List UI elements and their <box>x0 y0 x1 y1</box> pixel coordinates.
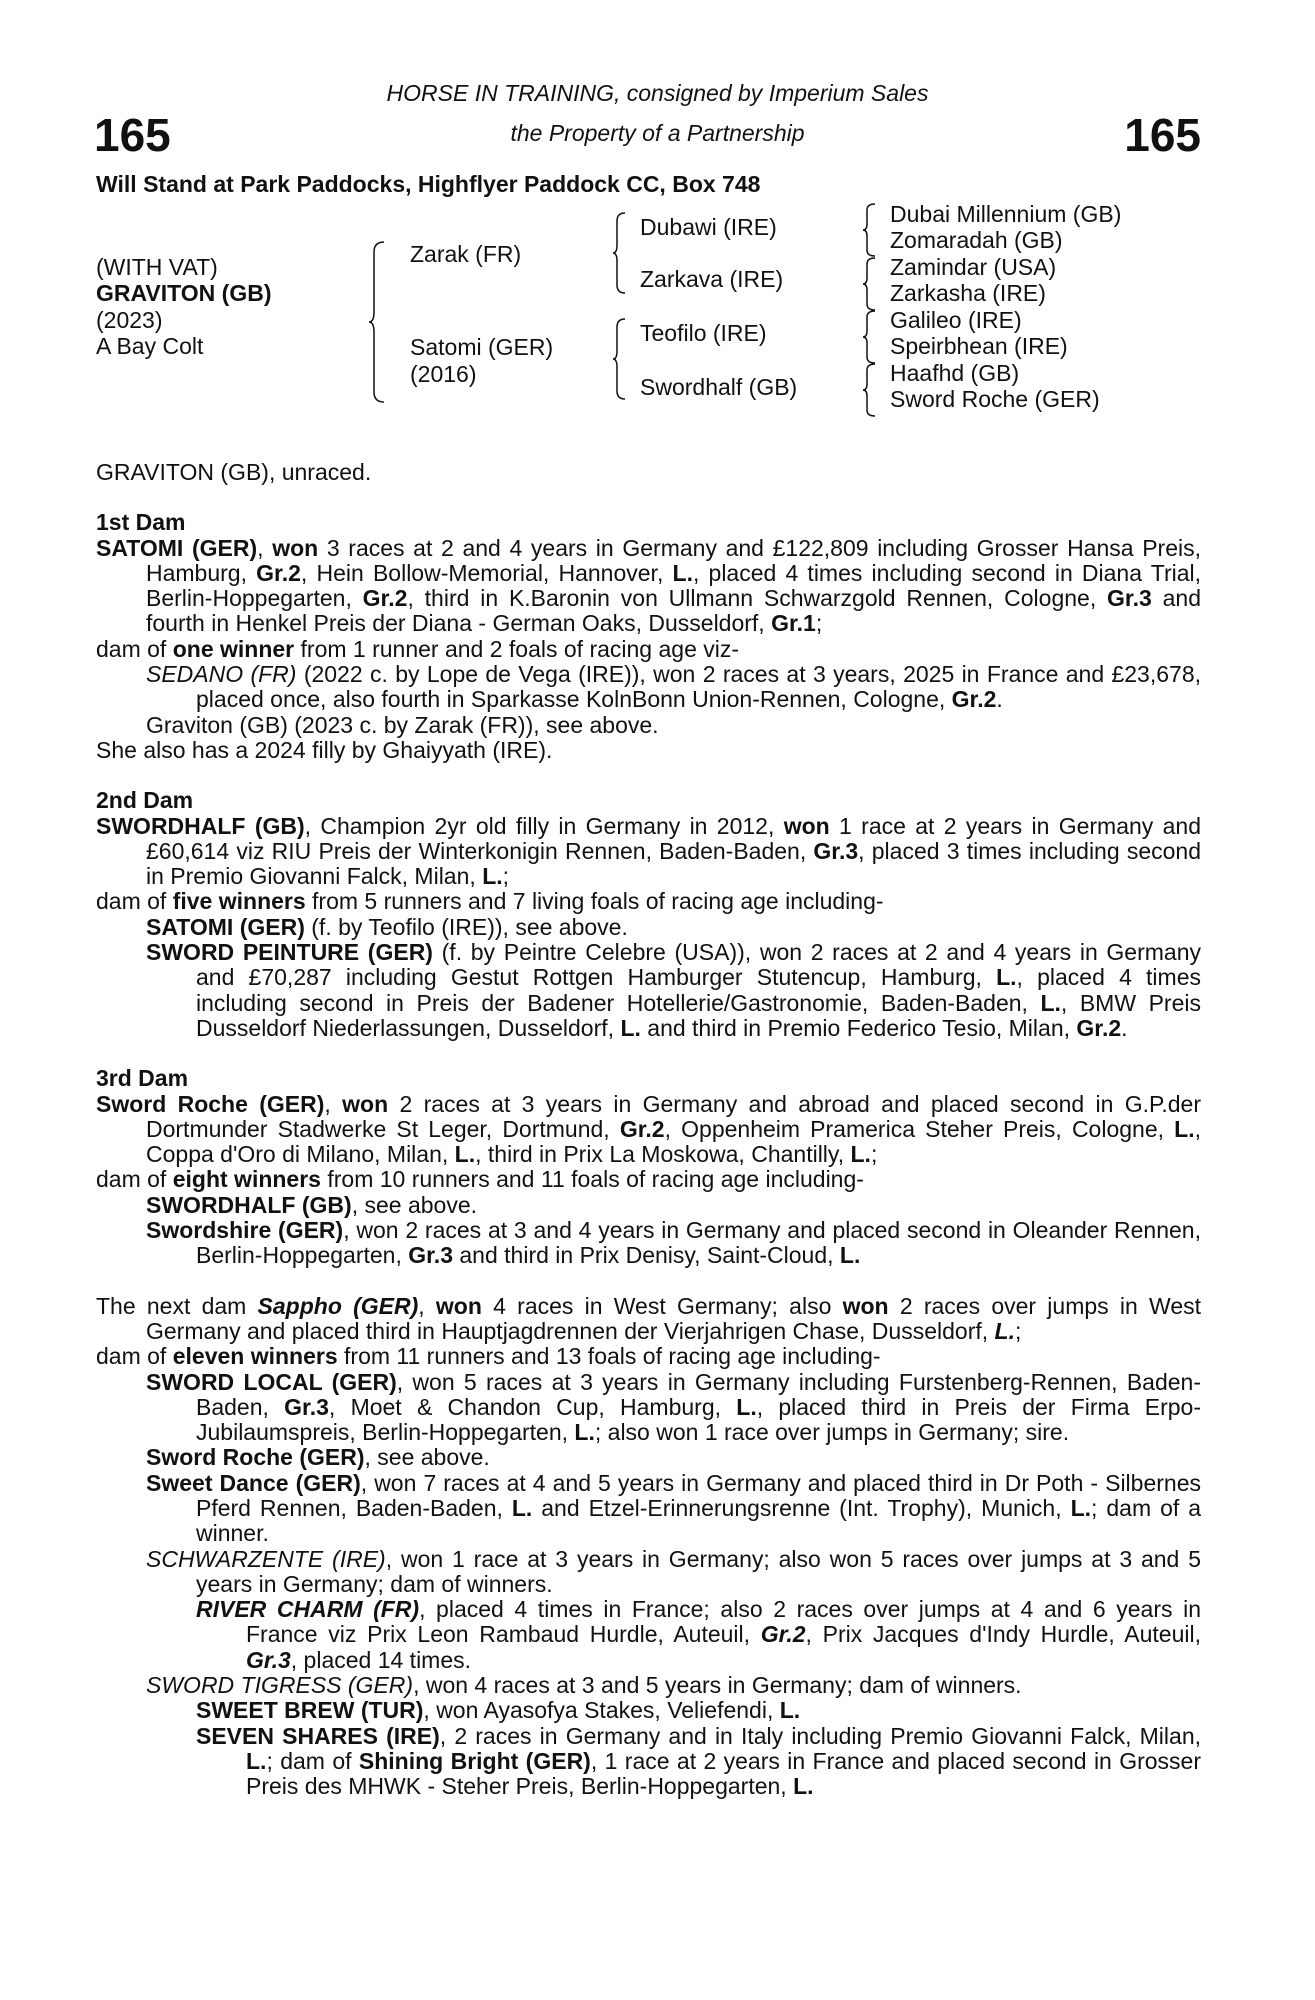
main-brace <box>368 240 388 405</box>
brace-g4-1 <box>862 202 878 258</box>
vat-note: (WITH VAT) <box>96 254 218 280</box>
dam-name: Satomi (GER) <box>410 334 554 360</box>
horse-name: GRAVITON (GB) <box>96 280 272 306</box>
dam2-foal-satomi: SATOMI (GER) (f. by Teofilo (IRE)), see above. <box>146 913 628 940</box>
dam3-foal-swordhalf: SWORDHALF (GB), see above. <box>146 1191 477 1218</box>
ancestor-6: Speirbhean (IRE) <box>890 333 1068 359</box>
lot-number-left: 165 <box>94 109 171 161</box>
next-granddaughter-river-charm: RIVER CHARM (FR), placed 4 times in France; also 2 races over jumps at 4 and 6 years in France viz Prix Leon Rambaud Hurdle, Auteuil, Gr.2, Prix Jacques d'Indy Hurdle, Auteuil, Gr.3, placed 14 times. <box>196 1596 1201 1673</box>
dam1-heading: 1st Dam <box>96 509 186 536</box>
next-foal-sword-roche: Sword Roche (GER), see above. <box>146 1444 490 1471</box>
lot-number-right: 165 <box>1124 109 1201 161</box>
catalogue-body <box>96 460 1201 1800</box>
next-granddaughter-seven-shares: SEVEN SHARES (IRE), 2 races in Germany and in Italy including Premio Giovanni Falck, Milan, L.; dam of Shining Bright (GER), 1 race at 2 years in France and placed second in Grosser Preis des MHWK - Steher Preis, Berlin-Hoppegarten, L. <box>196 1722 1202 1800</box>
sire-sire: Dubawi (IRE) <box>640 214 777 240</box>
dam2-record: SWORDHALF (GB), Champion 2yr old filly in Germany in 2012, won 1 race at 2 years in Germany and £60,614 viz RIU Preis der Winterkonigin Rennen, Baden-Baden, Gr.3, placed 3 times including second in Premio Giovanni Falck, Milan, L.; <box>96 812 1202 890</box>
horse-description: A Bay Colt <box>96 333 204 359</box>
race-summary: GRAVITON (GB), unraced. <box>96 459 372 485</box>
dam3-foal-swordshire: Swordshire (GER), won 2 races at 3 and 4 years in Germany and placed second in Oleander Rennen, Berlin-Hoppegarten, Gr.3 and third in Prix Denisy, Saint-Cloud, L. <box>146 1217 1201 1269</box>
next-foal-sweet-dance: Sweet Dance (GER), won 7 races at 4 and 5 years in Germany and placed third in Dr Poth - Silbernes Pferd Rennen, Baden-Baden, L. and Etzel-Erinnerungsrenne (Int. Trophy), Munich, L.; dam of a winner. <box>146 1469 1201 1547</box>
ancestor-3: Zamindar (USA) <box>890 254 1057 280</box>
sire-brace <box>612 211 628 295</box>
dam-dam: Swordhalf (GB) <box>640 374 798 400</box>
dam2-produce-summary: dam of five winners from 5 runners and 7 living foals of racing age including- <box>96 888 884 915</box>
dam1-produce-summary: dam of one winner from 1 runner and 2 foals of racing age viz- <box>96 635 740 662</box>
dam2-foal-sword-peinture: SWORD PEINTURE (GER) (f. by Peintre Celebre (USA)), won 2 races at 2 and 4 years in Germany and £70,287 including Gestut Rottgen Hamburger Stutencup, Hamburg, L., placed 4 times including second in Preis der Badener Hotellerie/Gastronomie, Baden-Baden, L., BMW Preis Dusseldorf Niederlassungen, Dusseldorf, L. and third in Premio Federico Tesio, Milan, Gr.2. <box>146 939 1201 1041</box>
dam1-record: SATOMI (GER), won 3 races at 2 and 4 years in Germany and £122,809 including Grosser Hansa Preis, Hamburg, Gr.2, Hein Bollow-Memorial, Hannover, L., placed 4 times including second in Diana Trial, Berlin-Hoppegarten, Gr.2, third in K.Baronin von Ullmann Schwarzgold Rennen, Cologne, Gr.3 and fourth in Henkel Preis der Diana - German Oaks, Dusseldorf, Gr.1; <box>96 534 1202 637</box>
stand-location: Will Stand at Park Paddocks, Highflyer Paddock CC, Box 748 <box>96 171 761 197</box>
brace-g4-3 <box>862 309 878 365</box>
ancestor-7: Haafhd (GB) <box>890 360 1020 386</box>
dam3-heading: 3rd Dam <box>96 1065 189 1092</box>
dam3-record: Sword Roche (GER), won 2 races at 3 years in Germany and abroad and placed second in G.P.der Dortmunder Stadwerke St Leger, Dortmund, Gr.2, Oppenheim Pramerica Steher Preis, Cologne, L., Coppa d'Oro di Milano, Milan, L., third in Prix La Moskowa, Chantilly, L.; <box>96 1090 1202 1168</box>
dam1-other-foal: She also has a 2024 filly by Ghaiyyath (IRE). <box>96 736 553 763</box>
ancestor-1: Dubai Millennium (GB) <box>890 201 1122 227</box>
brace-g4-4 <box>862 362 878 418</box>
sire-dam: Zarkava (IRE) <box>640 266 784 292</box>
dam1-foal-sedano: SEDANO (FR) (2022 c. by Lope de Vega (IRE)), won 2 races at 3 years, 2025 in France and £23,678, placed once, also fourth in Sparkasse KolnBonn Union-Rennen, Cologne, Gr.2. <box>146 661 1202 713</box>
next-foal-sword-local: SWORD LOCAL (GER), won 5 races at 3 years in Germany including Furstenberg-Rennen, Baden-Baden, Gr.3, Moet & Chandon Cup, Hamburg, L., placed third in Preis der Firma Erpo-Jubilaumspreis, Berlin-Hoppegarten, L.; also won 1 race over jumps in Germany; sire. <box>146 1368 1201 1446</box>
next-dam-produce-summary: dam of eleven winners from 11 runners and 13 foals of racing age including- <box>96 1343 881 1370</box>
dam-sire: Teofilo (IRE) <box>640 320 767 346</box>
brace-g4-2 <box>862 256 878 312</box>
next-foal-sword-tigress: SWORD TIGRESS (GER), won 4 races at 3 and 5 years in Germany; dam of winners. <box>146 1672 1022 1699</box>
dam3-produce-summary: dam of eight winners from 10 runners and 11 foals of racing age including- <box>96 1166 864 1193</box>
next-dam-record: The next dam Sappho (GER), won 4 races in West Germany; also won 2 races over jumps in West Germany and placed third in Hauptjagdrennen der Vierjahrigen Chase, Dusseldorf, L.; <box>96 1292 1201 1344</box>
foaling-year: (2023) <box>96 307 163 333</box>
dam-year: (2016) <box>410 361 477 387</box>
consignment-line: HORSE IN TRAINING, consigned by Imperium Sales <box>386 80 929 106</box>
next-granddaughter-sweet-brew: SWEET BREW (TUR), won Ayasofya Stakes, Veliefendi, L. <box>196 1697 801 1724</box>
dam2-heading: 2nd Dam <box>96 787 194 814</box>
sire-name: Zarak (FR) <box>410 241 522 267</box>
dam-brace <box>612 317 628 401</box>
ancestor-4: Zarkasha (IRE) <box>890 280 1046 306</box>
dam1-foal-graviton: Graviton (GB) (2023 c. by Zarak (FR)), see above. <box>146 711 659 738</box>
ancestor-5: Galileo (IRE) <box>890 307 1022 333</box>
next-foal-schwarzente: SCHWARZENTE (IRE), won 1 race at 3 years in Germany; also won 5 races over jumps at 3 and 5 years in Germany; dam of winners. <box>146 1545 1201 1597</box>
ancestor-2: Zomaradah (GB) <box>890 227 1063 253</box>
property-line: the Property of a Partnership <box>510 120 805 146</box>
ancestor-8: Sword Roche (GER) <box>890 386 1100 412</box>
